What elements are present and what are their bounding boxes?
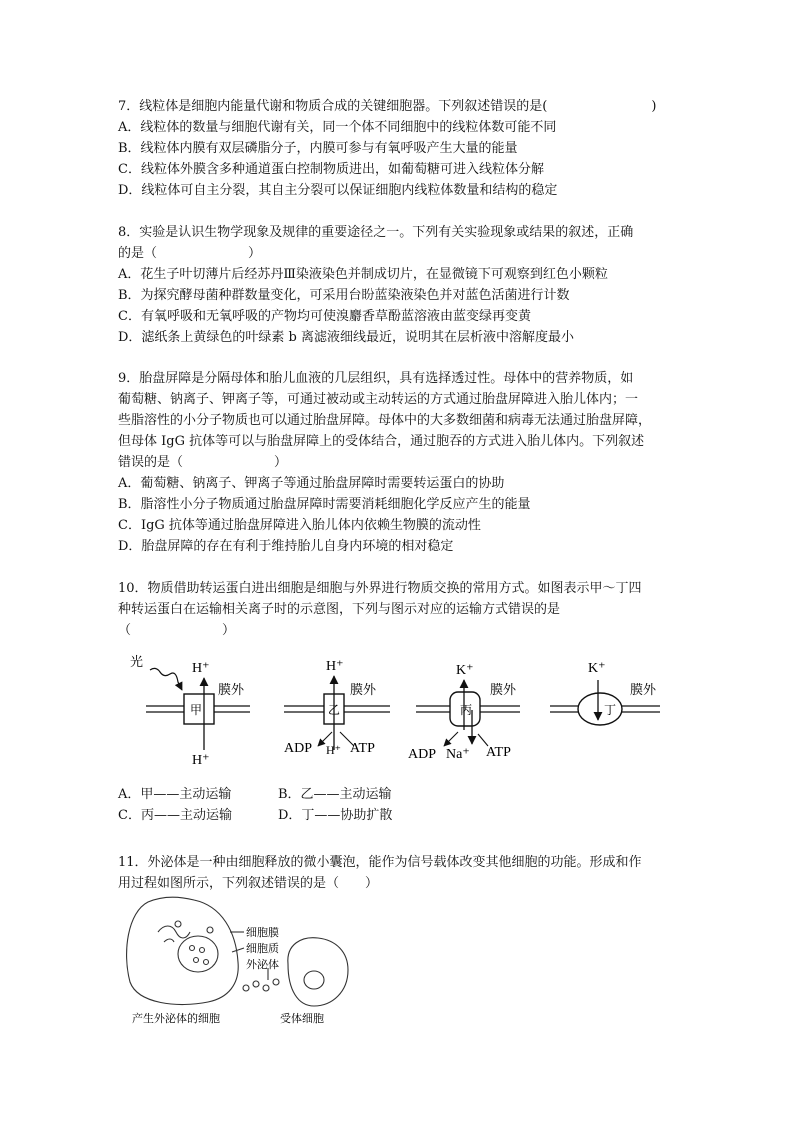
question-8-options bbox=[118, 264, 688, 348]
label-h-top-jia: H⁺ bbox=[192, 661, 210, 676]
label-producer-cell: 产生外泌体的细胞 bbox=[132, 1013, 220, 1025]
question-7 bbox=[118, 96, 688, 201]
option-c: C．线粒体外膜含多种通道蛋白控制物质进出，如葡萄糖可进入线粒体分解 bbox=[118, 162, 544, 177]
transport-protein-figure bbox=[120, 650, 680, 770]
question-9 bbox=[118, 368, 688, 557]
label-k-bing: K⁺ bbox=[456, 663, 474, 678]
label-atp-bing: ATP bbox=[486, 745, 511, 760]
option-d: D．胎盘屏障的存在有利于维持胎儿自身内环境的相对稳定 bbox=[118, 539, 454, 554]
label-na-bing: Na⁺ bbox=[446, 747, 470, 762]
label-yi: 乙 bbox=[328, 703, 341, 717]
label-ding: 丁 bbox=[604, 703, 617, 717]
question-7-stem: 7．线粒体是细胞内能量代谢和物质合成的关键细胞器。下列叙述错误的是( ) bbox=[118, 99, 657, 114]
label-exosome: 外泌体 bbox=[246, 959, 279, 971]
question-9-stem-line: 些脂溶性的小分子物质也可以通过胎盘屏障。母体中的大多数细菌和病毒无法通过胎盘屏障， bbox=[118, 413, 652, 428]
label-k-ding: K⁺ bbox=[588, 661, 606, 676]
option-a: A．甲——主动运输 bbox=[118, 787, 232, 802]
label-cytoplasm: 细胞质 bbox=[246, 943, 279, 955]
question-10-options bbox=[118, 784, 688, 826]
label-jia: 甲 bbox=[190, 703, 203, 717]
question-10-stem-line: （ ） bbox=[118, 623, 236, 638]
option-b: B．线粒体内膜有双层磷脂分子，内膜可参与有氧呼吸产生大量的能量 bbox=[118, 141, 518, 156]
question-11 bbox=[118, 852, 688, 894]
label-h-bottom-jia: H⁺ bbox=[192, 753, 210, 768]
arrow-bing-adp bbox=[444, 732, 458, 746]
light-wavy-arrow bbox=[150, 668, 182, 690]
option-b: B．乙——主动运输 bbox=[278, 787, 392, 802]
exosome-figure bbox=[118, 892, 358, 1028]
option-a: A．花生子叶切薄片后经苏丹Ⅲ染液染色并制成切片，在显微镜下可观察到红色小颗粒 bbox=[118, 267, 608, 282]
question-7-options bbox=[118, 117, 688, 201]
question-9-options bbox=[118, 473, 688, 557]
question-11-stem-line: 11．外泌体是一种由细胞释放的微小囊泡，能作为信号载体改变其他细胞的功能。形成和作 bbox=[118, 855, 642, 870]
question-10-stem-line: 种转运蛋白在运输相关离子时的示意图，下列与图示对应的运输方式错误的是 bbox=[118, 602, 561, 617]
option-d: D．线粒体可自主分裂，其自主分裂可以保证细胞内线粒体数量和结构的稳定 bbox=[118, 183, 558, 198]
label-outside-yi: 膜外 bbox=[350, 682, 377, 697]
question-8-stem-line: 8．实验是认识生物学现象及规律的重要途径之一。下列有关实验现象或结果的叙述，正确 bbox=[118, 225, 634, 240]
option-a: A．线粒体的数量与细胞代谢有关，同一个体不同细胞中的线粒体数可能不同 bbox=[118, 120, 557, 135]
option-b: B．脂溶性小分子物质通过胎盘屏障时需要消耗细胞化学反应产生的能量 bbox=[118, 497, 531, 512]
label-bing: 丙 bbox=[460, 703, 473, 717]
option-c: C．有氧呼吸和无氧呼吸的产物均可使溴麝香草酚蓝溶液由蓝变绿再变黄 bbox=[118, 309, 531, 324]
label-atp-yi: ATP bbox=[350, 741, 375, 756]
question-9-stem-line: 9．胎盘屏障是分隔母体和胎儿血液的几层组织，具有选择透过性。母体中的营养物质，如 bbox=[118, 371, 634, 386]
label-adp-bing: ADP bbox=[408, 747, 437, 762]
question-9-stem-line: 葡萄糖、钠离子、钾离子等，可通过被动或主动转运的方式通过胎盘屏障进入胎儿体内；一 bbox=[118, 392, 639, 407]
question-10-stem-line: 10．物质借助转运蛋白进出细胞是细胞与外界进行物质交换的常用方式。如图表示甲～丁四 bbox=[118, 581, 642, 596]
question-10 bbox=[118, 578, 688, 641]
label-receiver-cell: 受体细胞 bbox=[280, 1013, 324, 1025]
question-8 bbox=[118, 222, 688, 348]
label-outside-jia: 膜外 bbox=[218, 682, 245, 697]
option-d: D．滤纸条上黄绿色的叶绿素 b 离滤液细线最近，说明其在层析液中溶解度最小 bbox=[118, 330, 575, 345]
question-11-stem-line: 用过程如图所示，下列叙述错误的是（ ） bbox=[118, 876, 379, 891]
option-b: B．为探究酵母菌种群数量变化，可采用台盼蓝染液染色并对蓝色活菌进行计数 bbox=[118, 288, 570, 303]
question-8-stem-line: 的是（ ） bbox=[118, 246, 262, 261]
label-membrane: 细胞膜 bbox=[246, 927, 279, 939]
option-c: C．丙——主动运输 bbox=[118, 808, 232, 823]
option-a: A．葡萄糖、钠离子、钾离子等通过胎盘屏障时需要转运蛋白的协助 bbox=[118, 476, 505, 491]
label-adp-yi: ADP bbox=[284, 741, 313, 756]
option-c: C．IgG 抗体等通过胎盘屏障进入胎儿体内依赖生物膜的流动性 bbox=[118, 518, 481, 533]
question-9-stem-line: 但母体 IgG 抗体等可以与胎盘屏障上的受体结合，通过胞吞的方式进入胎儿体内。下列叙述 bbox=[118, 434, 645, 449]
option-d: D．丁——协助扩散 bbox=[278, 808, 393, 823]
label-light: 光 bbox=[130, 654, 144, 669]
label-outside-ding: 膜外 bbox=[630, 682, 657, 697]
label-h-bottom-yi: H⁺ bbox=[326, 743, 341, 757]
label-h-top-yi: H⁺ bbox=[326, 659, 344, 674]
label-outside-bing: 膜外 bbox=[490, 682, 517, 697]
question-9-stem-line: 错误的是（ ） bbox=[118, 455, 288, 470]
